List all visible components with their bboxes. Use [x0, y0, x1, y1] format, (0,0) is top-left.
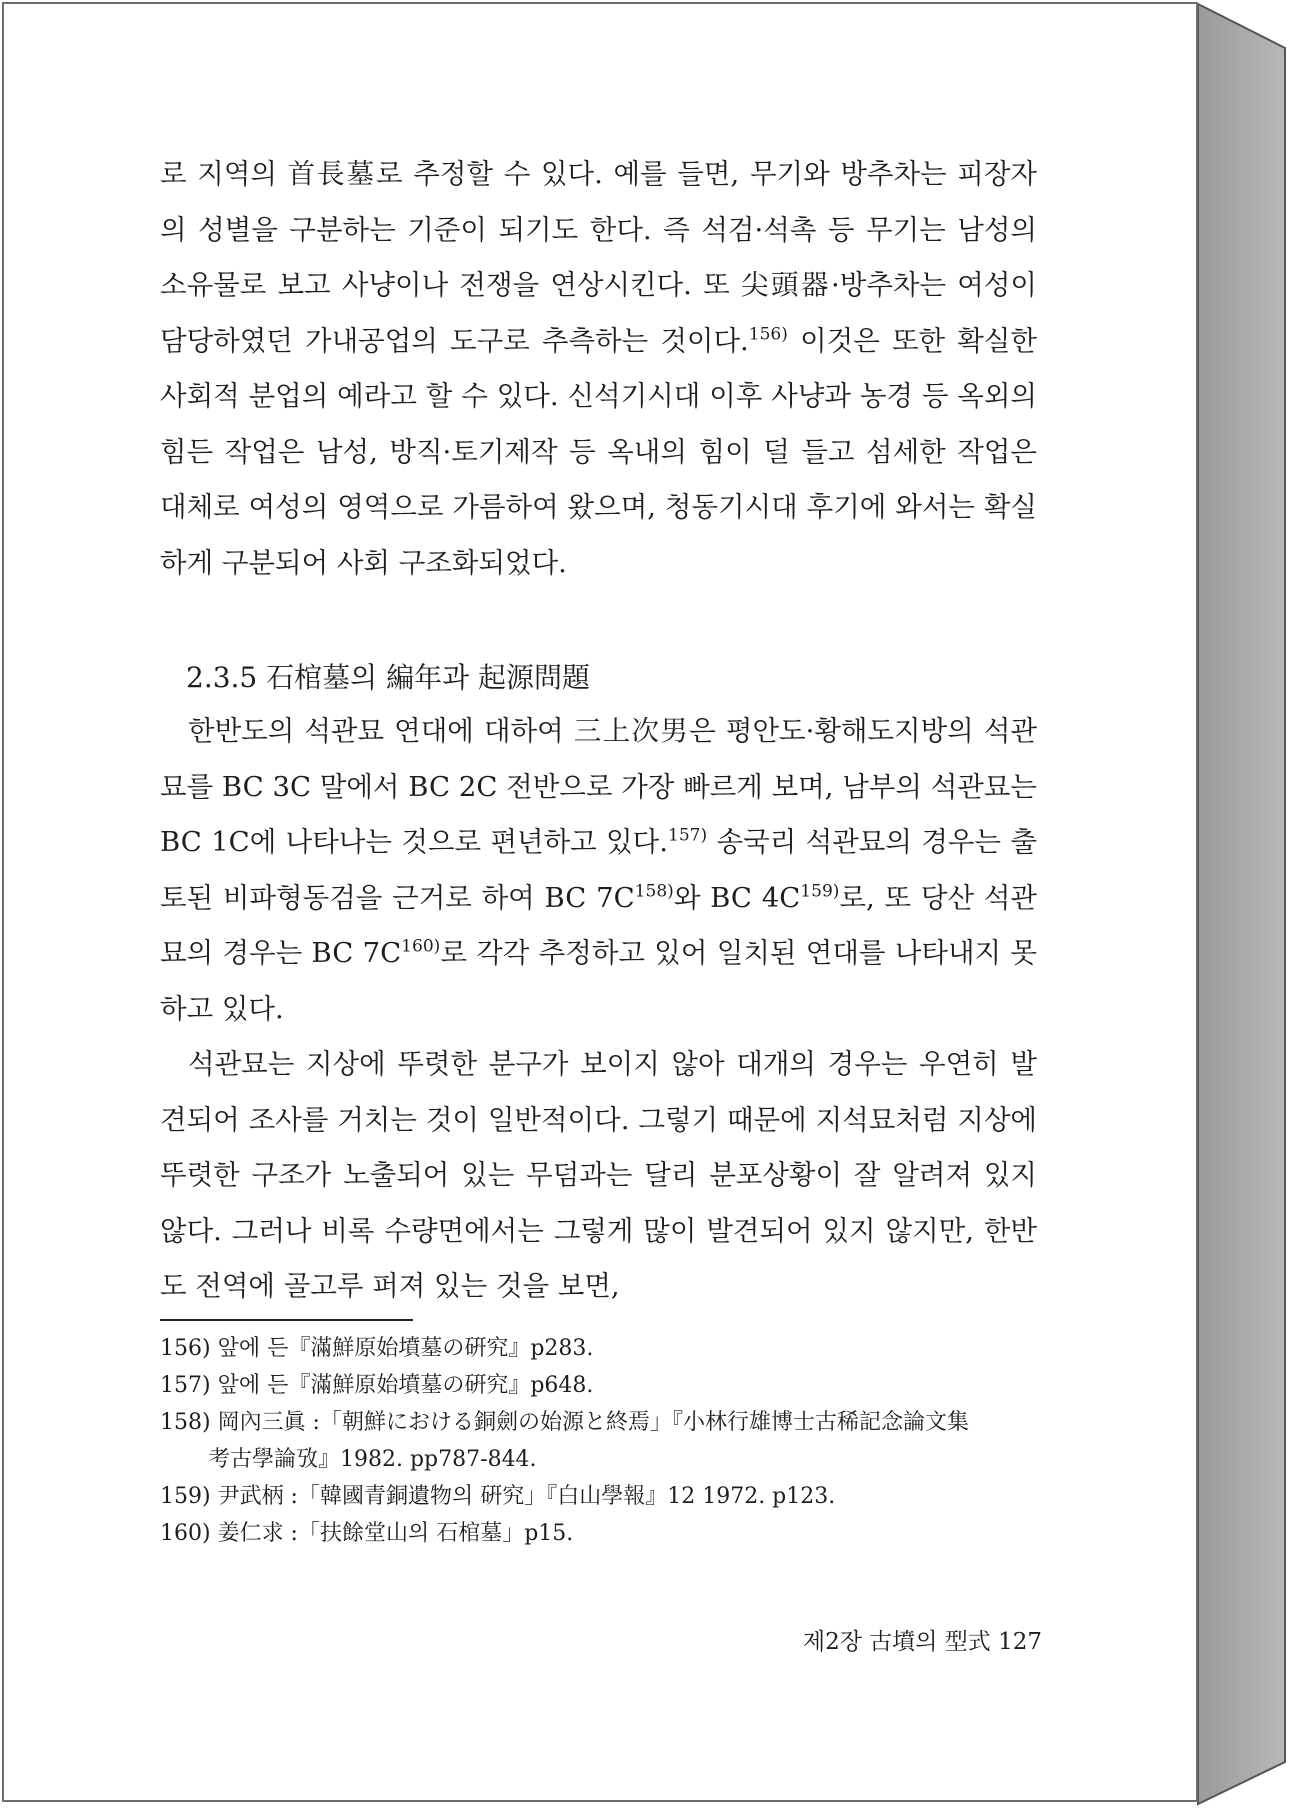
footnote-158-cont: 考古學論攷』1982. pp787-844.: [208, 1447, 537, 1472]
footnote-ref-158: 158): [634, 880, 674, 901]
footnote-160: 160) 姜仁求 :「扶餘堂山의 石棺墓」p15.: [160, 1521, 574, 1546]
footnote-ref-160: 160): [401, 936, 441, 957]
footnote-159: 159) 尹武柄 :「韓國青銅遺物의 硏究」『白山學報』12 1972. p123.: [160, 1484, 836, 1509]
footnote-ref-156: 156): [748, 323, 788, 344]
intro-text-cont: 이것은 또한 확실한 사회적 분업의 예라고 할 수 있다. 신석기시대 이후 사냥과 농경 등 옥외의 힘든 작업은 남성, 방직·토기제작 등 옥내의 힘이 덜 들고 섬세한 작업은 대체로 여성의 영역으로 가름하여 왔으며, 청동기시대 후기에 와서는 확실하게 구분되어 사회 구조화되었다.: [160, 324, 1037, 579]
paragraph-intro: [160, 147, 1037, 591]
para2-text-c: 와 BC 4C: [673, 881, 801, 914]
para2-text-b: 송국리 석관묘의 경우는 출토된 비파형동검을 근거로 하여 BC 7C: [160, 826, 1038, 914]
footnote-ref-159: 159): [800, 880, 840, 901]
footnote-ref-157: 157): [668, 825, 708, 846]
intro-text: 로 지역의 首長墓로 추정할 수 있다. 예를 들면, 무기와 방추차는 피장자의 성별을 구분하는 기준이 되기도 한다. 즉 석검·석촉 등 무기는 남성의 소유물로 보고 사냥이나 전쟁을 연상시킨다. 또 尖頭器·방추차는 여성이 담당하였던 가내공업의 도구로 추측하는 것이다.: [160, 158, 1037, 357]
para2-text-e: 로 각각 추정하고 있어 일치된 연대를 나타내지 못하고 있다.: [160, 937, 1037, 1025]
section-body: [160, 704, 1037, 1315]
footnote-156: 156) 앞에 든『滿鮮原始墳墓の硏究』p283.: [160, 1336, 594, 1361]
section-heading: 2.3.5 石棺墓의 編年과 起源問題: [186, 661, 591, 694]
footnote-157: 157) 앞에 든『滿鮮原始墳墓の硏究』p648.: [160, 1373, 594, 1398]
footnote-divider: [160, 1319, 413, 1321]
footnotes-list: [160, 1330, 1050, 1552]
paragraph-chronology: [160, 704, 1037, 1037]
running-footer: 제2장 古墳의 型式 127: [802, 1629, 1042, 1655]
paragraph-distribution: 석관묘는 지상에 뚜렷한 분구가 보이지 않아 대개의 경우는 우연히 발견되어 조사를 거치는 것이 일반적이다. 그렇기 때문에 지석묘처럼 지상에 뚜렷한 구조가 노출되어 있는 무덤과는 달리 분포상황이 잘 알려져 있지 않다. 그러나 비록 수량면에서는 그렇게 많이 발견되어 있지 않지만, 한반도 전역에 골고루 퍼져 있는 것을 보면,: [160, 1048, 1037, 1302]
para2-text-a: 한반도의 석관묘 연대에 대하여 三上次男은 평안도·황해도지방의 석관묘를 BC 3C 말에서 BC 2C 전반으로 가장 빠르게 보며, 남부의 석관묘는 BC 1C에 나타나는 것으로 편년하고 있다.: [160, 715, 1037, 858]
footnote-158: 158) 岡內三眞 :「朝鮮における銅劍の始源と終焉」『小林行雄博士古稀記念論文集: [160, 1410, 969, 1435]
para2-text-d: 로, 또 당산 석관묘의 경우는 BC 7C: [160, 881, 1037, 969]
